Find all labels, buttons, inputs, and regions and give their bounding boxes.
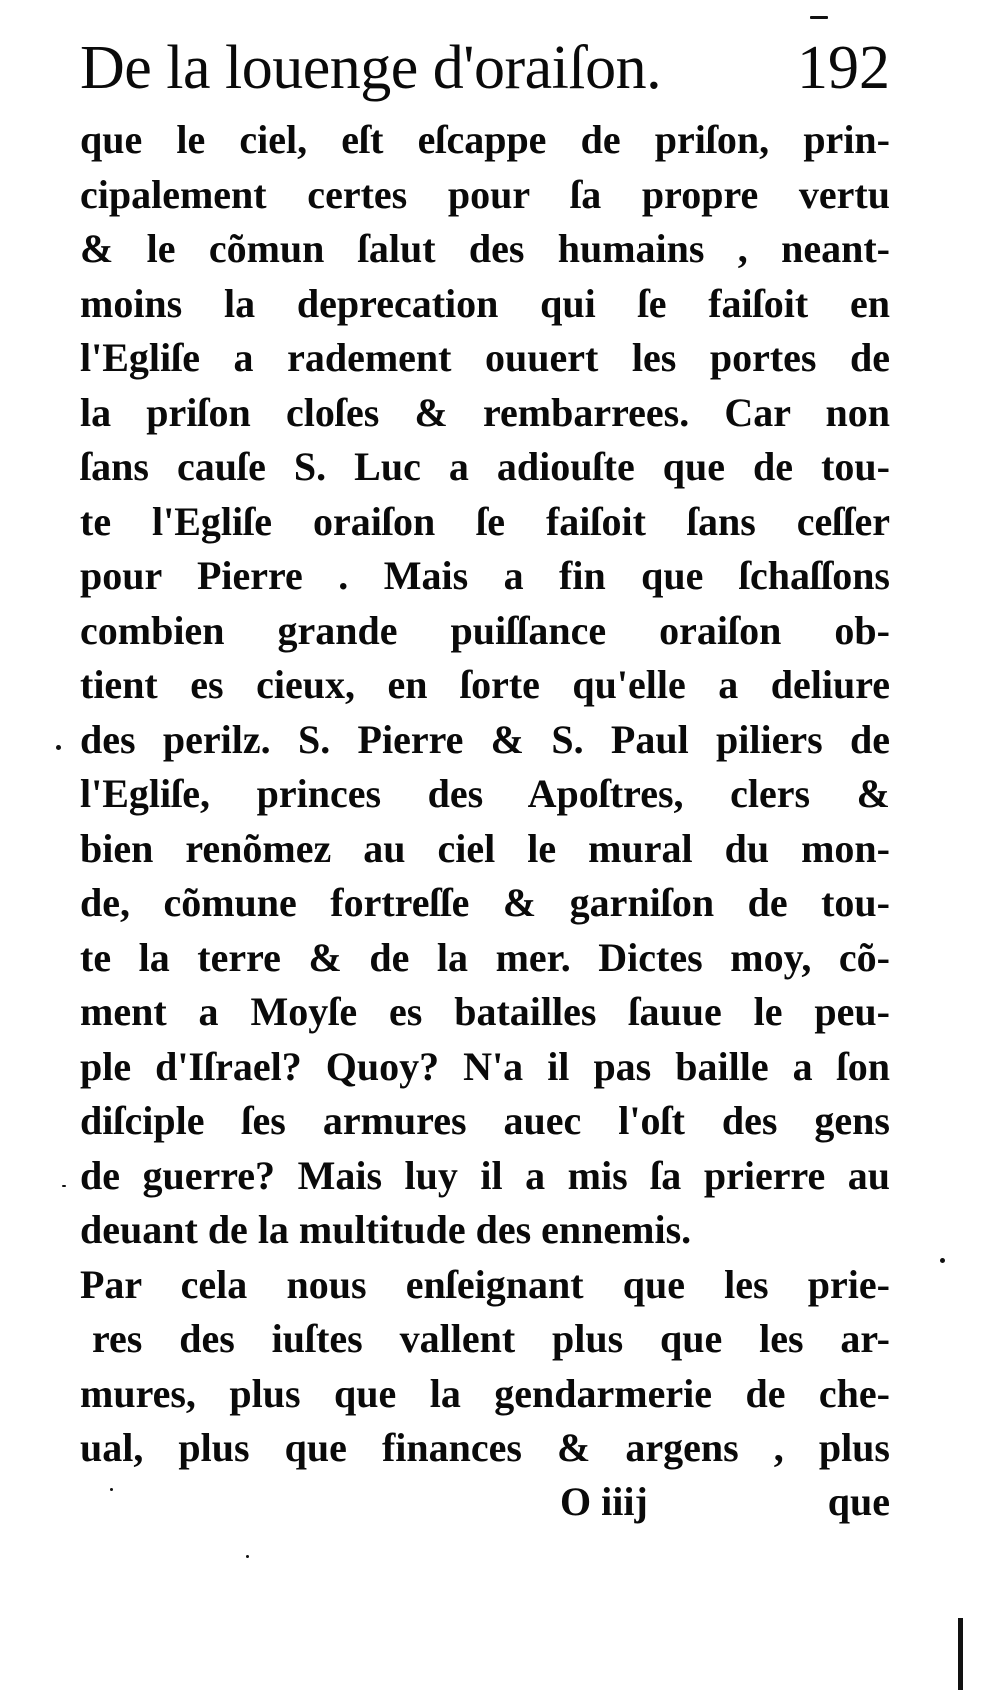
ink-speck <box>810 16 828 19</box>
ink-speck <box>56 745 61 750</box>
ink-speck <box>62 1185 66 1187</box>
text-line: combien grande puiſſance oraiſon ob- <box>80 607 890 653</box>
text-line: mures, plus que la gendarmerie de che- <box>80 1370 890 1416</box>
text-line: Par cela nous enſeignant que les prie- <box>80 1261 890 1307</box>
folio-number: 192 <box>797 34 890 102</box>
text-line: moins la deprecation qui ſe faiſoit en <box>80 280 890 326</box>
running-header <box>80 28 890 108</box>
text-line: & le cõmun ſalut des humains , neant- <box>80 226 890 271</box>
text-line: ual, plus que finances & argens , plus <box>80 1425 890 1470</box>
text-line: bien renõmez au ciel le mural du mon- <box>80 825 890 871</box>
text-line: des perilz. S. Pierre & S. Paul piliers de <box>80 716 890 762</box>
ink-speck <box>246 1555 249 1558</box>
body-text <box>80 113 890 1476</box>
ink-speck <box>940 1258 945 1263</box>
text-line: ſans cauſe S. Luc a adiouſte que de tou- <box>80 444 890 489</box>
catchword: que <box>827 1479 890 1524</box>
signature-mark: O iiij <box>560 1479 648 1524</box>
page-footer <box>80 1475 890 1529</box>
text-line: l'Egliſe a radement ouuert les portes de <box>80 335 890 380</box>
text-line: l'Egliſe, princes des Apoſtres, clers & <box>80 771 890 816</box>
text-line: diſciple ſes armures auec l'oſt des gens <box>80 1098 890 1143</box>
page-edge-mark <box>958 1618 963 1690</box>
text-line: pour Pierre . Mais a fin que ſchaſſons <box>80 553 890 598</box>
text-line: te l'Egliſe oraiſon ſe faiſoit ſans ceſſer <box>80 498 890 544</box>
text-line: ple d'Iſrael? Quoy? N'a il pas baille a ſon <box>80 1043 890 1089</box>
ink-speck <box>110 1488 113 1491</box>
text-line: tient es cieux, en ſorte qu'elle a deliure <box>80 662 890 707</box>
text-line: te la terre & de la mer. Dictes moy, cõ- <box>80 934 890 980</box>
text-line: cipalement certes pour ſa propre vertu <box>80 171 890 217</box>
text-line: res des iuſtes vallent plus que les ar- <box>92 1316 890 1361</box>
running-title: De la louenge d'oraiſon. <box>80 34 662 102</box>
text-line: deuant de la multitude des ennemis. <box>80 1207 692 1252</box>
text-line: la priſon cloſes & rembarrees. Car non <box>80 389 890 435</box>
text-line: de, cõmune fortreſſe & garniſon de tou- <box>80 880 890 925</box>
text-line: de guerre? Mais luy il a mis ſa prierre au <box>80 1152 890 1198</box>
text-line: ment a Moyſe es batailles ſauue le peu- <box>80 989 890 1034</box>
text-line: que le ciel, eſt eſcappe de priſon, prin- <box>80 117 890 162</box>
